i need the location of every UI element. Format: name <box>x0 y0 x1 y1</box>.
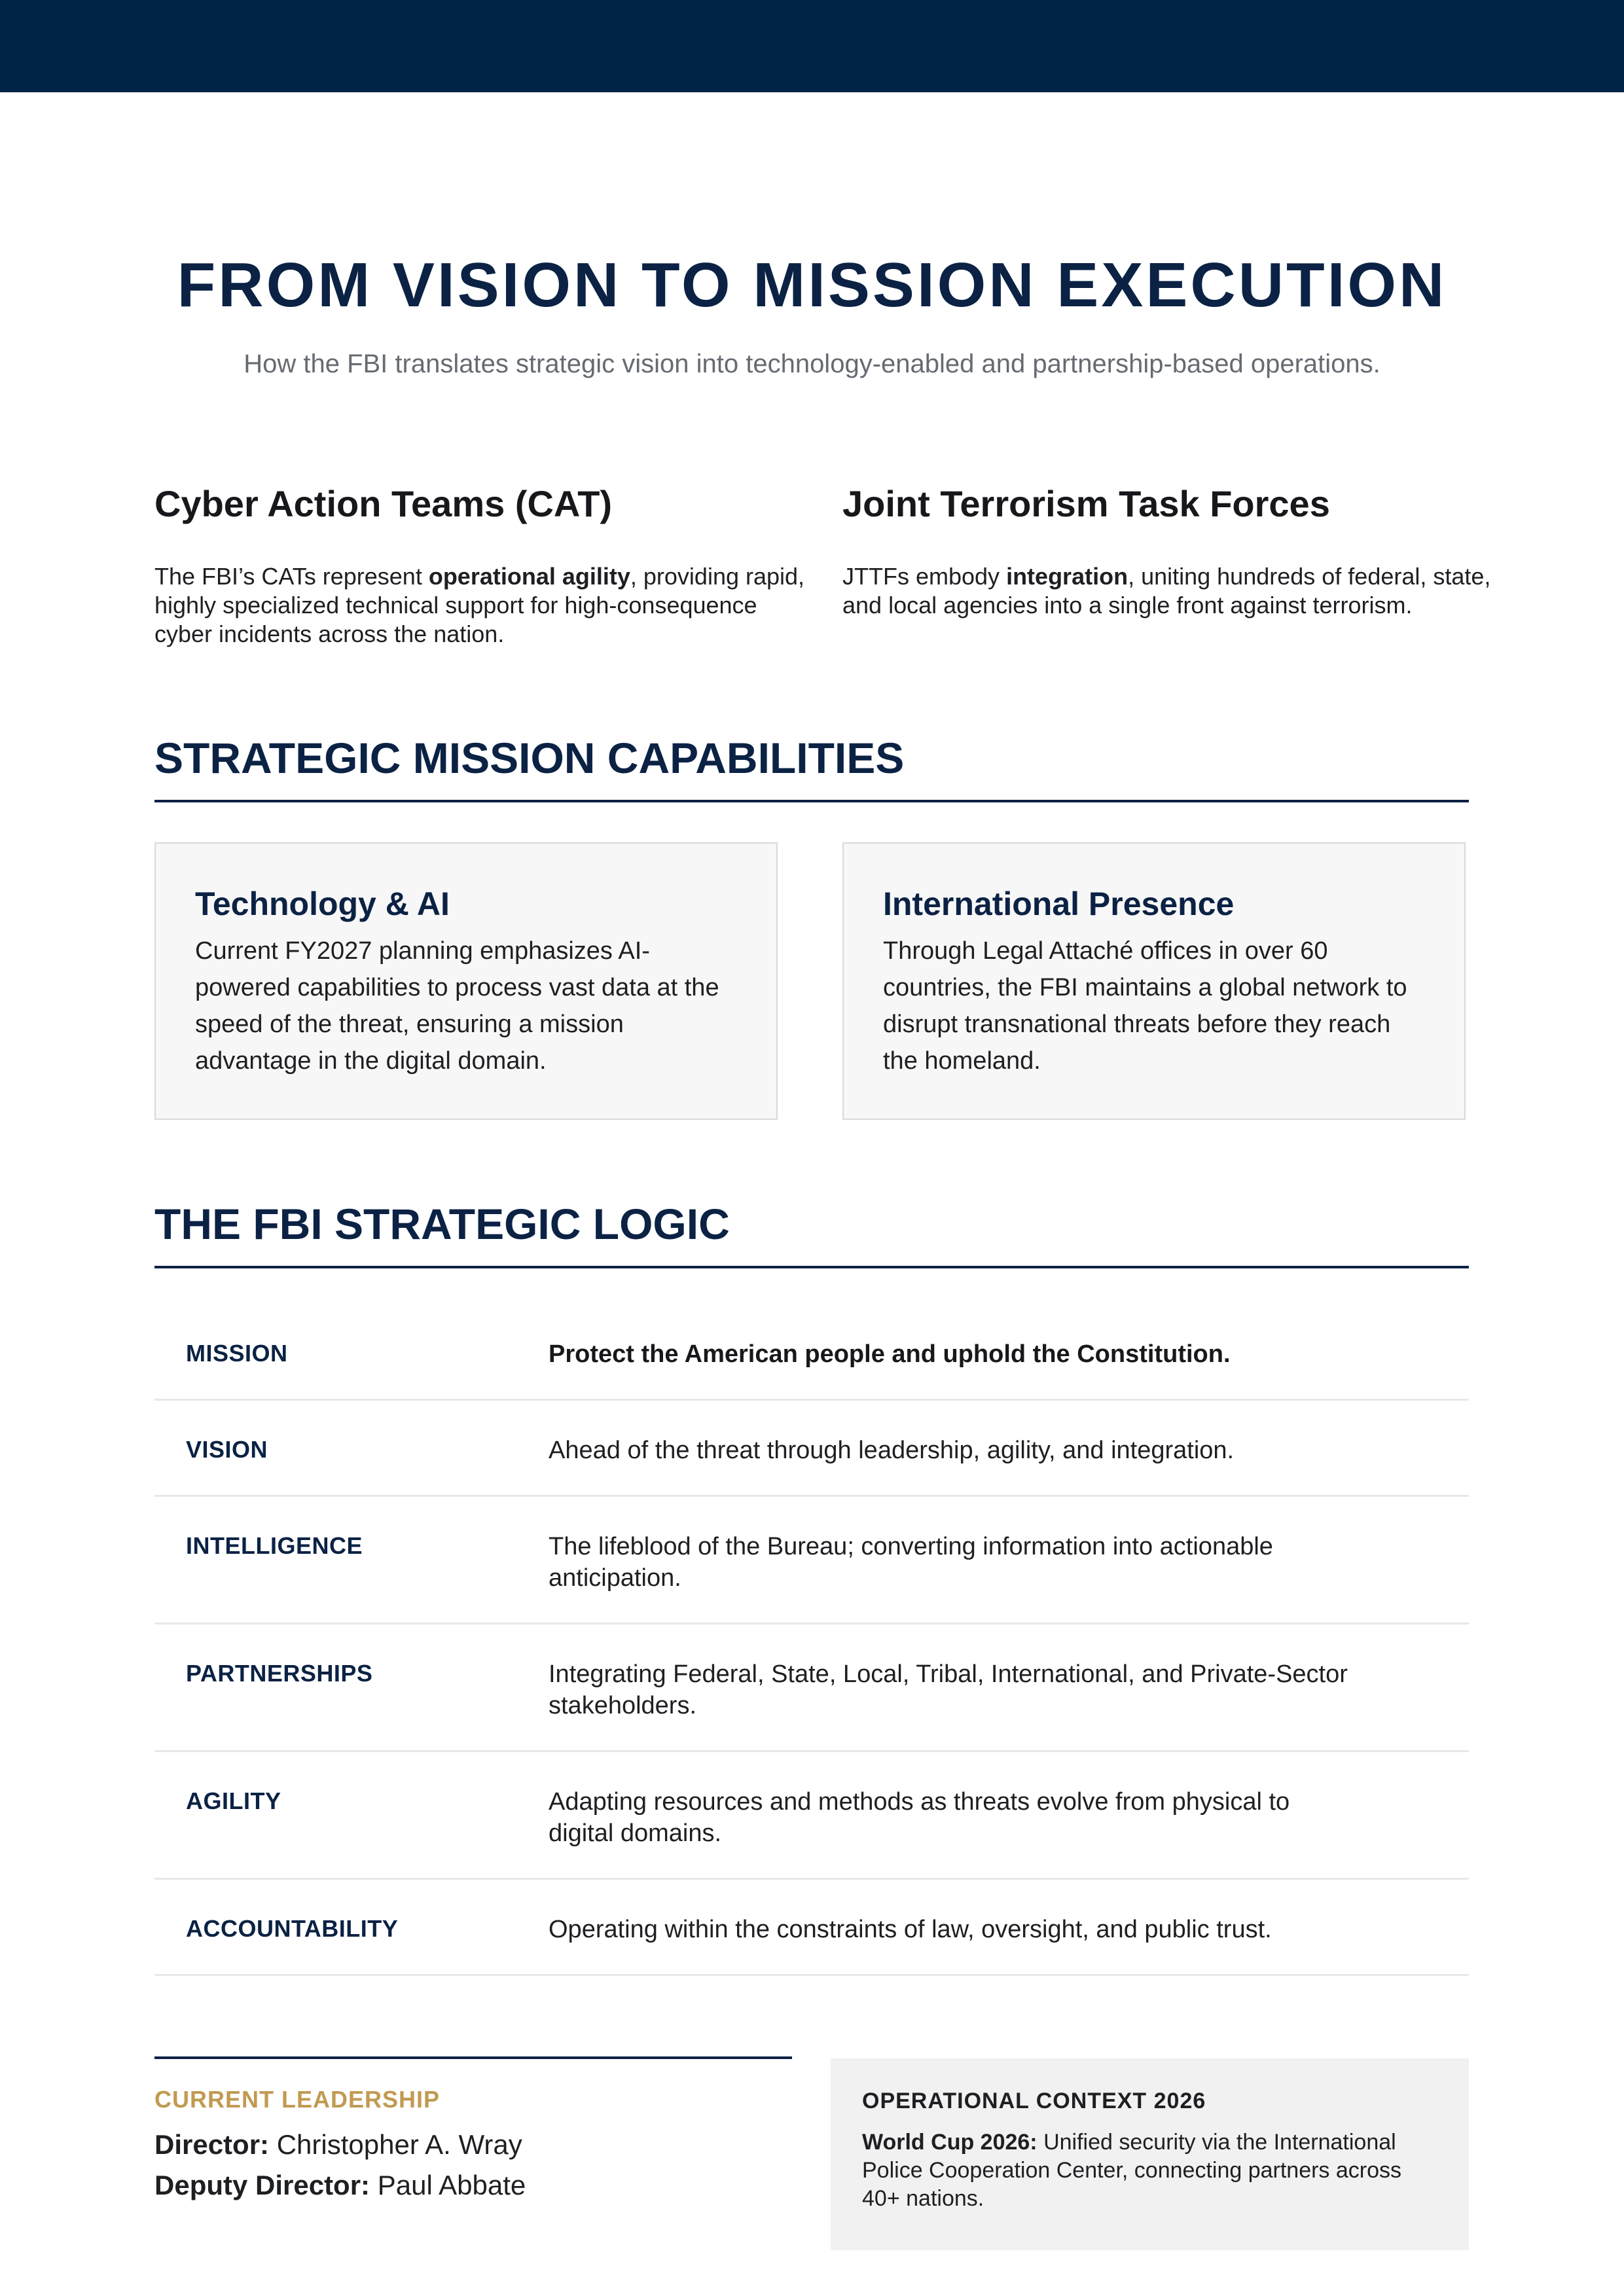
table-row-definition: Ahead of the threat through leadership, agility, and integration. <box>549 1437 1235 1464</box>
intro-text-emphasis: operational agility <box>428 563 630 590</box>
intro-text-lead: The FBI’s CATs represent <box>154 563 429 590</box>
deputy-director-line <box>154 2165 792 2206</box>
leadership-kicker: CURRENT LEADERSHIP <box>154 2086 441 2113</box>
intro-text-lead: JTTFs embody <box>842 563 1007 590</box>
intro-text <box>154 562 809 649</box>
context-kicker: OPERATIONAL CONTEXT 2026 <box>862 2089 1206 2113</box>
table-row <box>154 1752 1469 1880</box>
table-row-definition: Integrating Federal, State, Local, Tribal, International, and Private-Sector stakeholders. <box>549 1660 1348 1719</box>
table-row <box>154 1401 1469 1497</box>
intro-cyber-action-teams <box>154 481 819 647</box>
context-emphasis: World Cup 2026: <box>862 2130 1038 2155</box>
table-row-definition: Protect the American people and uphold the Constitution. <box>549 1340 1231 1368</box>
capability-card-title: International Presence <box>883 886 1235 922</box>
intro-heading: Cyber Action Teams (CAT) <box>154 483 613 524</box>
current-leadership <box>154 2056 792 2206</box>
capability-card-title: Technology & AI <box>195 886 450 922</box>
capability-card-international-presence <box>842 842 1466 1120</box>
table-row-definition: The lifeblood of the Bureau; converting information into actionable anticipation. <box>549 1533 1273 1592</box>
context-body: Unified security via the International Police Cooperation Center, connecting partners across 40+ nations. <box>862 2130 1402 2211</box>
capability-card-text: Through Legal Attaché offices in over 60 countries, the FBI maintains a global network to disrupt transnational threats before they reach the homeland. <box>883 937 1407 1075</box>
table-row-term: AGILITY <box>186 1787 281 1814</box>
director-name: Christopher A. Wray <box>276 2129 522 2160</box>
table-row <box>154 1880 1469 1976</box>
logic-section-title: THE FBI STRATEGIC LOGIC <box>154 1198 1469 1268</box>
intro-text <box>842 562 1497 620</box>
table-row-term: MISSION <box>186 1340 288 1367</box>
director-label: Director: <box>154 2129 270 2160</box>
director-line <box>154 2125 792 2165</box>
context-text <box>862 2128 1437 2213</box>
table-row <box>154 1304 1469 1401</box>
table-row-definition: Operating within the constraints of law, oversight, and public trust. <box>549 1916 1272 1943</box>
capability-card-technology-ai <box>154 842 778 1120</box>
intro-text-rest: , uniting hundreds of federal, state, and local agencies into a single front against terrorism. <box>842 563 1491 619</box>
intro-text-rest: , providing rapid, highly specialized technical support for high-consequence cyber incidents across the nation. <box>154 563 805 647</box>
table-row-definition: Adapting resources and methods as threats evolve from physical to digital domains. <box>549 1788 1290 1847</box>
deputy-director-label: Deputy Director: <box>154 2170 370 2200</box>
capabilities-section-title: STRATEGIC MISSION CAPABILITIES <box>154 732 1469 802</box>
page-subtitle: How the FBI translates strategic vision into technology-enabled and partnership-based operations. <box>244 350 1380 378</box>
table-row-term: PARTNERSHIPS <box>186 1660 373 1687</box>
page-title: FROM VISION TO MISSION EXECUTION <box>177 250 1447 320</box>
deputy-director-name: Paul Abbate <box>377 2170 526 2200</box>
strategic-logic-table <box>154 1304 1469 1976</box>
capability-card-text: Current FY2027 planning emphasizes AI-powered capabilities to process vast data at the speed of the threat, ensuring a mission advantage in the digital domain. <box>195 937 719 1075</box>
table-row-term: ACCOUNTABILITY <box>186 1915 399 1942</box>
operational-context-box <box>831 2058 1469 2250</box>
top-banner <box>0 0 1624 92</box>
table-row-term: VISION <box>186 1436 268 1463</box>
intro-text-emphasis: integration <box>1006 563 1128 590</box>
intro-heading: Joint Terrorism Task Forces <box>842 483 1330 524</box>
table-row <box>154 1624 1469 1752</box>
table-row-term: INTELLIGENCE <box>186 1532 363 1559</box>
table-row <box>154 1497 1469 1624</box>
intro-joint-terrorism-task-forces <box>842 481 1507 619</box>
